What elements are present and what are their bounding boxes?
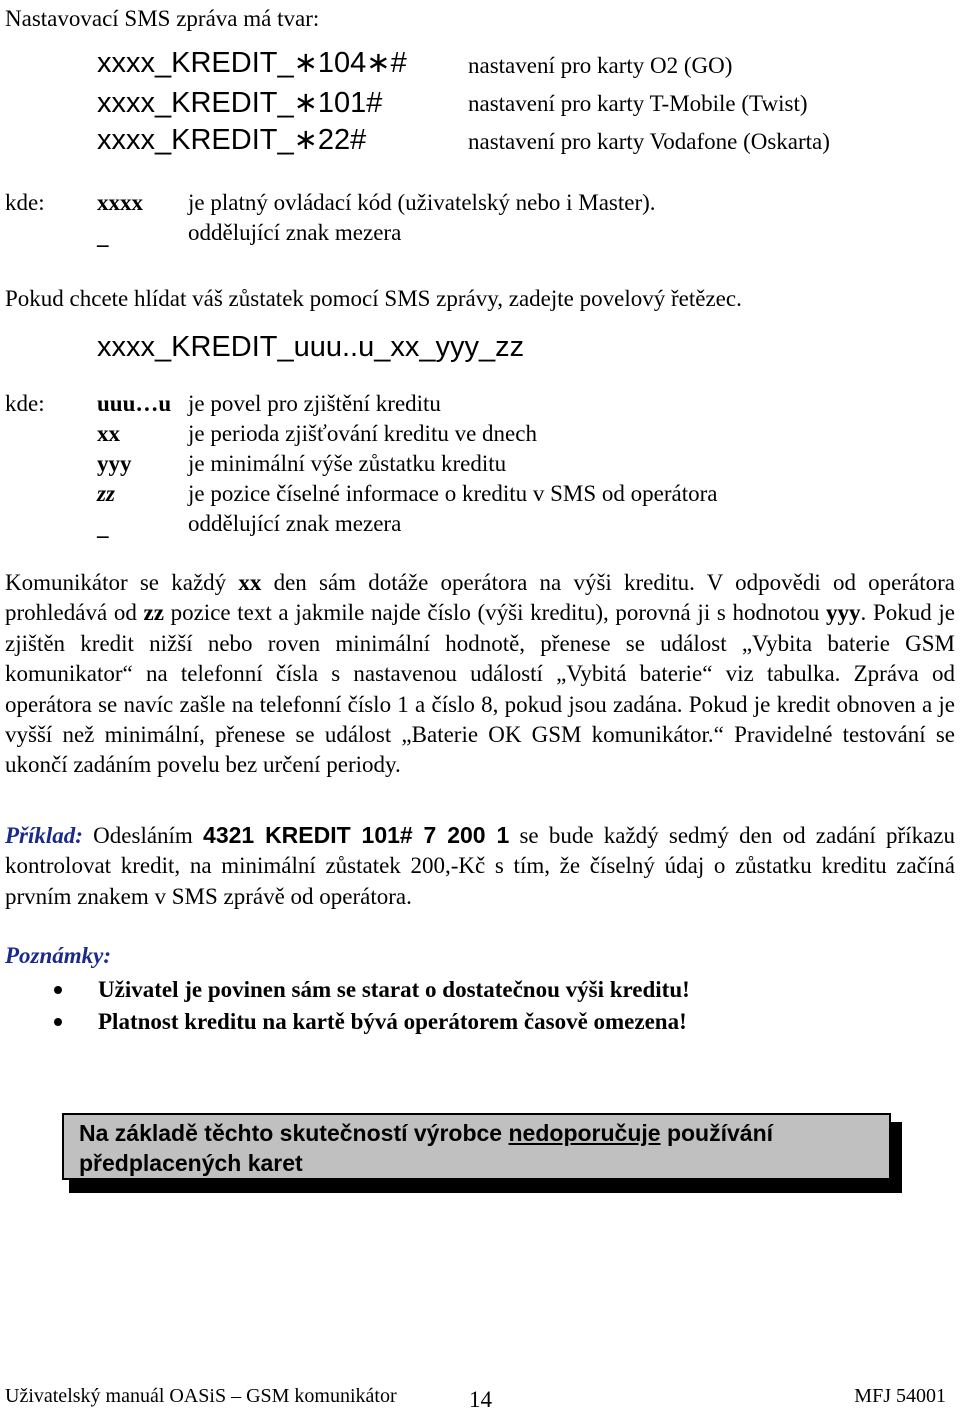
legend-desc-space: oddělující znak mezera (188, 220, 402, 245)
command-code-vodafone: xxxx_KREDIT_∗22# (97, 124, 367, 156)
legend2-desc-yyy: je minimální výše zůstatku kreditu (188, 451, 507, 476)
command-desc-vodafone: nastavení pro karty Vodafone (Oskarta) (468, 129, 830, 154)
notice-box (62, 1113, 891, 1180)
intro-text: Nastavovací SMS zpráva má tvar: (5, 6, 320, 31)
legend2-term-zz: zz (97, 481, 115, 506)
note-item: Uživatel je povinen sám se starat o dostatečnou výši kreditu! (98, 977, 690, 1002)
legend2-term-xx: xx (97, 421, 120, 446)
bullet-icon (54, 986, 62, 994)
command-desc-o2: nastavení pro karty O2 (GO) (468, 53, 733, 78)
note-item: Platnost kreditu na kartě bývá operátorem časově omezena! (98, 1009, 687, 1034)
legend2-desc-uuu: je povel pro zjištění kreditu (188, 391, 441, 416)
command-code-tmobile: xxxx_KREDIT_∗101# (97, 87, 383, 119)
notes-heading: Poznámky: (5, 943, 112, 968)
example-command: 4321 KREDIT 101# 7 200 1 (203, 822, 510, 848)
notice-line-1: Na základě těchto skutečností výrobce nedoporučuje používání (79, 1120, 774, 1146)
footer-doc-id: MFJ 54001 (854, 1385, 946, 1407)
notice-line-2: předplacených karet (79, 1150, 303, 1176)
legend2-desc-zz: je pozice číselné informace o kreditu v SMS od operátora (188, 481, 718, 506)
page-number: 14 (469, 1387, 492, 1412)
command-desc-tmobile: nastavení pro karty T-Mobile (Twist) (468, 91, 808, 116)
legend2-term-yyy: yyy (97, 451, 132, 476)
legend-term-xxxx: xxxx (97, 190, 143, 215)
kde-label: kde: (5, 190, 45, 215)
bullet-icon (54, 1018, 62, 1026)
legend2-desc-space: oddělující znak mezera (188, 511, 402, 536)
footer-title: Uživatelský manuál OASiS – GSM komunikátor (5, 1385, 397, 1407)
command-code-o2: xxxx_KREDIT_∗104∗# (97, 47, 407, 79)
kde-label-2: kde: (5, 391, 45, 416)
example-label: Příklad: (5, 823, 83, 848)
legend-term-space: _ (97, 224, 109, 249)
notice-emphasis: nedoporučuje (508, 1120, 661, 1146)
example-paragraph: Příklad: Odesláním 4321 KREDIT 101# 7 200 1 se bude každý sedmý den od zadání příkazu kontrolovat kredit, na minimální zůstatek 200,-Kč s tím, že číselný údaj o zůstatku kreditu začíná prvním znakem v SMS zprávě od operátora. (5, 822, 955, 909)
legend-desc-xxxx: je platný ovládací kód (uživatelský nebo i Master). (188, 190, 656, 215)
legend2-desc-xx: je perioda zjišťování kreditu ve dnech (188, 421, 537, 446)
legend2-term-uuu: uuu…u (97, 391, 172, 416)
description-paragraph: Komunikátor se každý xx den sám dotáže operátora na výši kreditu. V odpovědi od operátora prohledává od zz pozice text a jakmile najde číslo (výši kreditu), porovná ji s hodnotou yyy. Pokud je zjištěn kredit nižší nebo roven minimální hodnotě, přenese se událost „Vybita baterie GSM komunikator“ na telefonní čísla s nastavenou událostí „Vybitá baterie“ viz tabulka. Zpráva od operátora se navíc zašle na telefonní číslo 1 a číslo 8, pokud jsou zadána. Pokud je kredit obnoven a je vyšší než minimální, přenese se událost „Baterie OK GSM komunikátor.“ Pravidelné testování se ukončí zadáním povelu bez určení periody. (5, 570, 956, 778)
legend2-term-space: _ (97, 515, 109, 540)
monitor-command: xxxx_KREDIT_uuu..u_xx_yyy_zz (97, 331, 525, 363)
monitor-intro: Pokud chcete hlídat váš zůstatek pomocí SMS zprávy, zadejte povelový řetězec. (5, 286, 742, 311)
